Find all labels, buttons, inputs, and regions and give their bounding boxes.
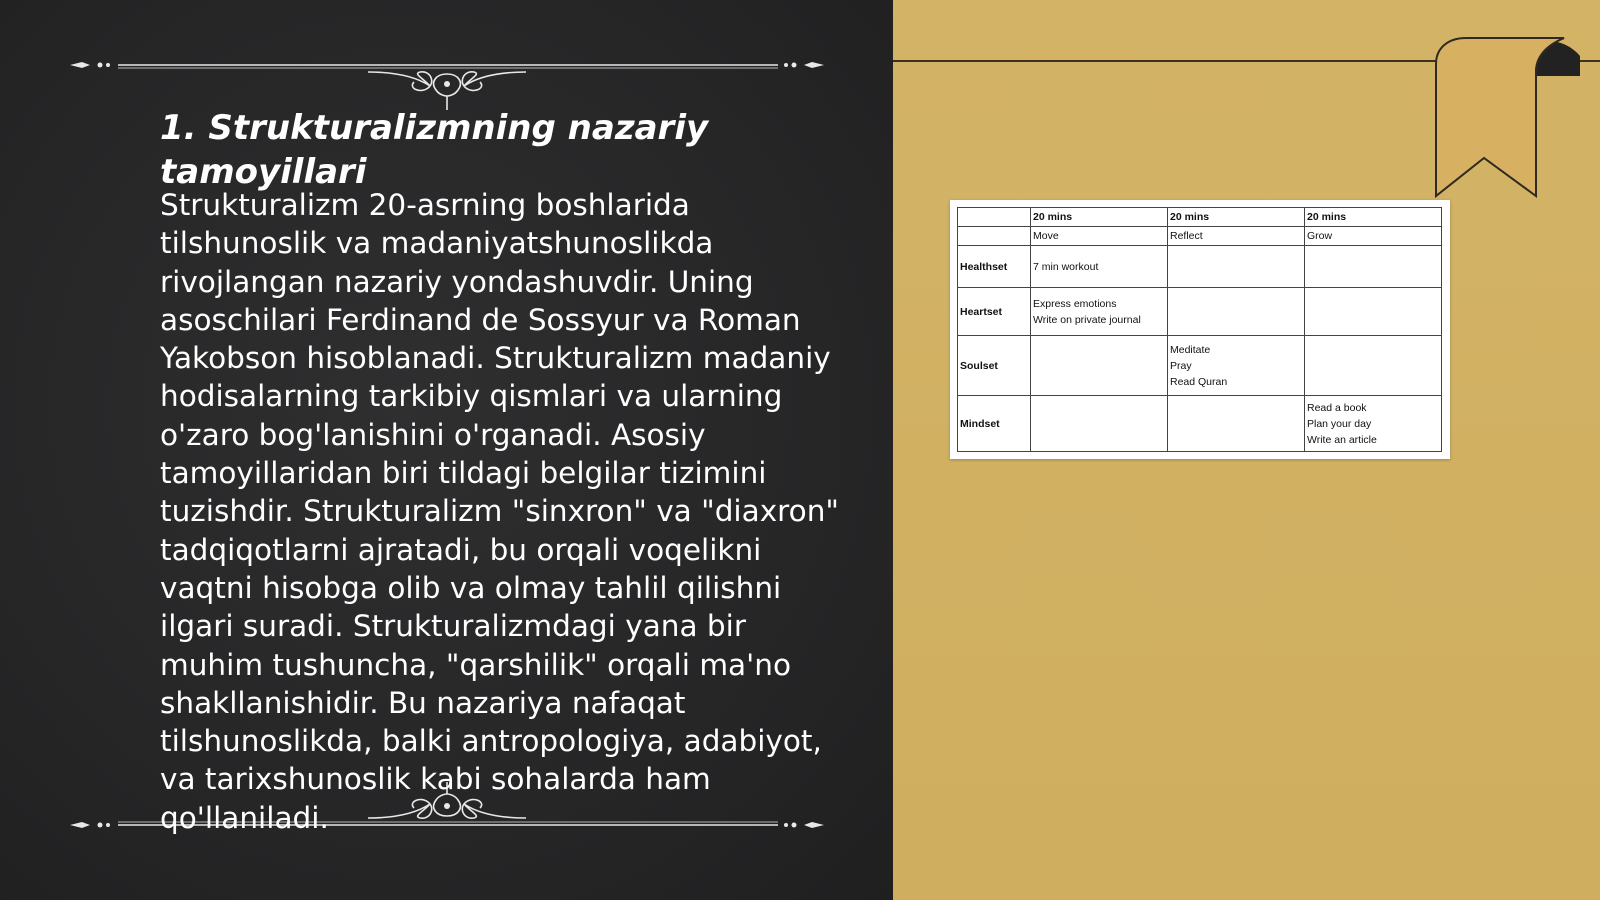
schedule-table xyxy=(957,207,1442,452)
activity-header-cell: Reflect xyxy=(1168,227,1305,246)
table-cell xyxy=(1031,336,1168,396)
slide-title: 1. Strukturalizmning nazariy tamoyillari xyxy=(160,108,709,192)
cell-text: Read a book xyxy=(1307,401,1367,414)
table-corner-cell xyxy=(958,208,1031,227)
duration-header-cell: 20 mins xyxy=(1305,208,1442,227)
table-row xyxy=(958,246,1442,288)
table-cell xyxy=(1305,246,1442,288)
cell-text: 7 min workout xyxy=(1033,260,1099,273)
row-label-cell: Soulset xyxy=(958,336,1031,396)
table-cell xyxy=(1305,396,1442,452)
table-cell xyxy=(1168,336,1305,396)
table-row xyxy=(958,288,1442,336)
table-cell xyxy=(1168,288,1305,336)
schedule-table-image xyxy=(950,200,1450,459)
activity-header-cell: Move xyxy=(1031,227,1168,246)
activity-header-cell: Grow xyxy=(1305,227,1442,246)
table-cell xyxy=(1031,396,1168,452)
table-cell xyxy=(1305,336,1442,396)
slide-body-text: Strukturalizm 20-asrning boshlarida tilshunoslik va madaniyatshunoslikda rivojlangan nazariy yondashuvdir. Uning asoschilari Ferdinand de Sossyur va Roman Yakobson hisoblanadi. Strukturalizm madaniy hodisalarning tarkibiy qismlari va ularning o'zaro bog'lanishini o'rganadi. Asosiy tamoyillaridan biri tildagi belgilar tizimini tuzishdir. Strukturalizm "sinxron" va "diaxron" tadqiqotlarni ajratadi, bu orqali voqelikni vaqtni hisobga olib va olmay tahlil qilishni ilgari suradi. Strukturalizmdagi yana bir muhim tushuncha, "qarshilik" orqali ma'no shakllanishidir. Bu nazariya nafaqat tilshunoslikda, balki antropologiya, adabiyot, va tarixshunoslik kabi sohalarda ham qo'llaniladi. xyxy=(160,188,839,835)
table-cell xyxy=(1168,246,1305,288)
table-corner-cell xyxy=(958,227,1031,246)
cell-text: Read Quran xyxy=(1170,375,1228,388)
cell-text: Meditate xyxy=(1170,343,1211,356)
cell-text: Write on private journal xyxy=(1033,313,1141,326)
table-row xyxy=(958,336,1442,396)
row-label-cell: Heartset xyxy=(958,288,1031,336)
table-cell xyxy=(1305,288,1442,336)
table-cell xyxy=(1031,246,1168,288)
table-header-row-activities xyxy=(958,227,1442,246)
bookmark-ribbon-icon xyxy=(1432,36,1600,200)
cell-text: Pray xyxy=(1170,359,1192,372)
table-cell xyxy=(1031,288,1168,336)
ornamental-divider-top-icon xyxy=(68,52,826,112)
row-label-cell: Mindset xyxy=(958,396,1031,452)
cell-text: Write an article xyxy=(1307,433,1377,446)
duration-header-cell: 20 mins xyxy=(1168,208,1305,227)
duration-header-cell: 20 mins xyxy=(1031,208,1168,227)
cell-text: Express emotions xyxy=(1033,297,1117,310)
table-row xyxy=(958,396,1442,452)
cell-text: Plan your day xyxy=(1307,417,1372,430)
row-label-cell: Healthset xyxy=(958,246,1031,288)
table-cell xyxy=(1168,396,1305,452)
table-header-row-durations xyxy=(958,208,1442,227)
